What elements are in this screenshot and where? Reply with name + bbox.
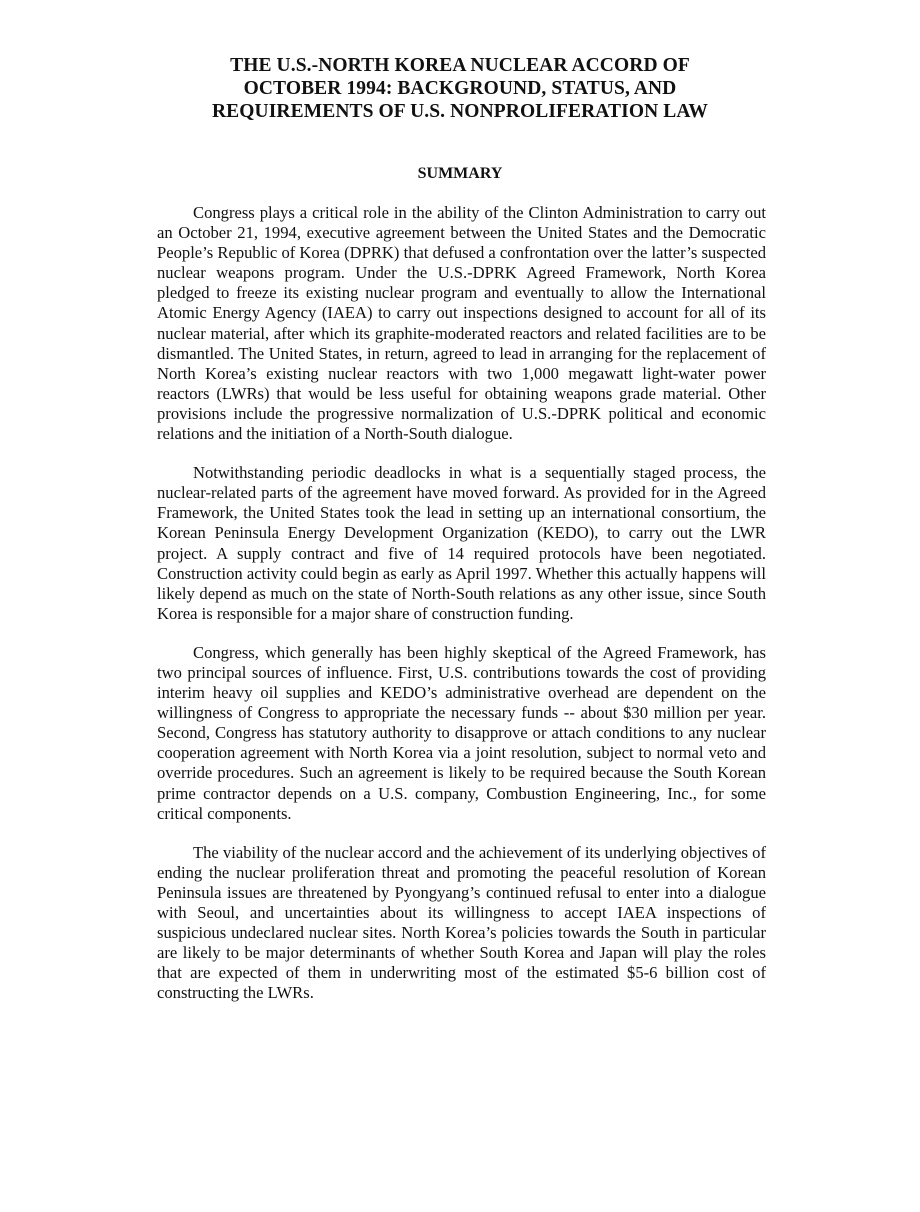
title-line-3: REQUIREMENTS OF U.S. NONPROLIFERATION LAW	[212, 101, 708, 122]
title-line-1: THE U.S.-NORTH KOREA NUCLEAR ACCORD OF	[230, 55, 690, 76]
summary-paragraph-4: The viability of the nuclear accord and the achievement of its underlying objectives of ending the nuclear proliferation threat and promoting the peaceful resolution of Korean Peninsula issues are threatened by Pyongyang’s continued refusal to enter into a dialogue with Seoul, and uncertainties about its willingness to accept IAEA inspections of suspicious undeclared nuclear sites. North Korea’s policies towards the South in particular are likely to be major determinants of whether South Korea and Japan will play the roles that are expected of them in underwriting most of the estimated $5-6 billion cost of constructing the LWRs.	[157, 842, 766, 1003]
summary-body	[157, 203, 766, 1022]
title-line-2: OCTOBER 1994: BACKGROUND, STATUS, AND	[243, 78, 677, 99]
document-title	[120, 54, 800, 123]
summary-heading: SUMMARY	[417, 165, 503, 182]
summary-paragraph-1: Congress plays a critical role in the ability of the Clinton Administration to carry out an October 21, 1994, executive agreement between the United States and the Democratic People’s Republic of Korea (DPRK) that defused a confrontation over the latter’s suspected nuclear weapons program. Under the U.S.-DPRK Agreed Framework, North Korea pledged to freeze its existing nuclear program and eventually to allow the International Atomic Energy Agency (IAEA) to carry out inspections designed to account for all of its nuclear material, after which its graphite-moderated reactors and related facilities are to be dismantled. The United States, in return, agreed to lead in arranging for the replacement of North Korea’s existing nuclear reactors with two 1,000 megawatt light-water power reactors (LWRs) that would be less useful for obtaining weapons grade material. Other provisions include the progressive normalization of U.S.-DPRK political and economic relations and the initiation of a North-South dialogue.	[157, 203, 766, 444]
summary-paragraph-3: Congress, which generally has been highly skeptical of the Agreed Framework, has two principal sources of influence. First, U.S. contributions towards the cost of providing interim heavy oil supplies and KEDO’s administrative overhead are dependent on the willingness of Congress to appropriate the necessary funds -- about $30 million per year. Second, Congress has statutory authority to disapprove or attach conditions to any nuclear cooperation agreement with North Korea via a joint resolution, subject to normal veto and override procedures. Such an agreement is likely to be required because the South Korean prime contractor depends on a U.S. company, Combustion Engineering, Inc., for some critical components.	[157, 642, 766, 823]
summary-paragraph-2: Notwithstanding periodic deadlocks in what is a sequentially staged process, the nuclear-related parts of the agreement have moved forward. As provided for in the Agreed Framework, the United States took the lead in setting up an international consortium, the Korean Peninsula Energy Development Organization (KEDO), to carry out the LWR project. A supply contract and five of 14 required protocols have been negotiated. Construction activity could begin as early as April 1997. Whether this actually happens will likely depend as much on the state of North-South relations as any other issue, since South Korea is responsible for a major share of construction funding.	[157, 463, 766, 623]
